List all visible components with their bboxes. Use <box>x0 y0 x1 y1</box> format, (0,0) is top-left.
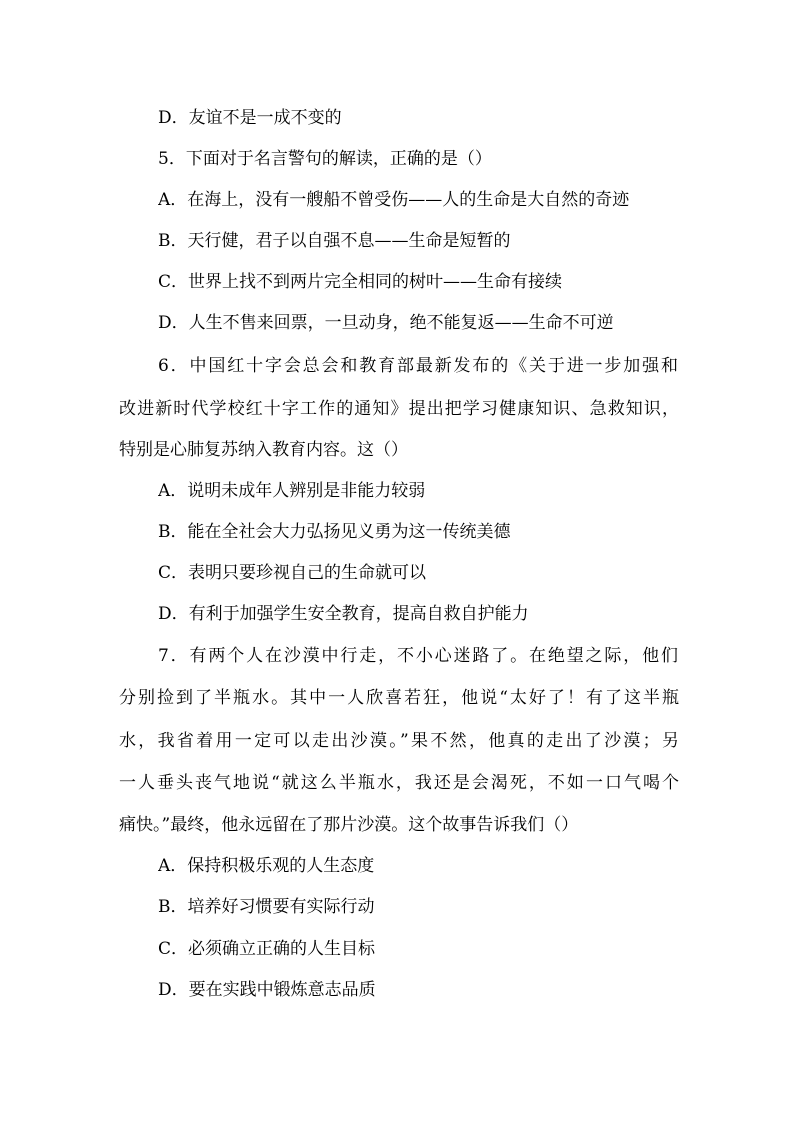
q5-option-b: B．天行健，君子以自强不息——生命是短暂的 <box>158 231 511 251</box>
q7-stem-line-1: 7．有两个人在沙漠中行走，不小心迷路了。在绝望之际，他们 <box>158 646 678 666</box>
q7-stem-line-3: 水，我省着用一定可以走出沙漠。”果不然，他真的走出了沙漠；另 <box>119 731 679 751</box>
q6-stem-line-2: 改进新时代学校红十字工作的通知》提出把学习健康知识、急救知识， <box>119 399 679 419</box>
q4-option-d: D．友谊不是一成不变的 <box>158 108 342 128</box>
q6-option-d: D．有利于加强学生安全教育，提高自救自护能力 <box>158 604 529 624</box>
q7-stem-line-5: 痛快。”最终，他永远留在了那片沙漠。这个故事告诉我们（） <box>119 815 579 835</box>
q5-option-a: A．在海上，没有一艘船不曾受伤——人的生命是大自然的奇迹 <box>158 190 630 210</box>
q6-option-b: B．能在全社会大力弘扬见义勇为这一传统美德 <box>158 522 511 542</box>
q7-stem-line-4: 一人垂头丧气地说“就这么半瓶水，我还是会渴死，不如一口气喝个 <box>119 773 679 793</box>
q5-option-d: D．人生不售来回票，一旦动身，绝不能复返——生命不可逆 <box>158 313 614 333</box>
q7-stem-line-2: 分别捡到了半瓶水。其中一人欣喜若狂，他说“太好了！有了这半瓶 <box>119 688 679 708</box>
q6-option-c: C．表明只要珍视自己的生命就可以 <box>158 563 427 583</box>
q5-option-c: C．世界上找不到两片完全相同的树叶——生命有接续 <box>158 272 563 292</box>
q6-stem-line-3: 特别是心肺复苏纳入教育内容。这（） <box>119 440 408 460</box>
q5-stem: 5．下面对于名言警句的解读，正确的是（） <box>158 149 492 169</box>
q7-option-b: B．培养好习惯要有实际行动 <box>158 897 375 917</box>
q7-option-a: A．保持积极乐观的人生态度 <box>158 856 375 876</box>
q6-stem-line-1: 6．中国红十字会总会和教育部最新发布的《关于进一步加强和 <box>158 356 678 376</box>
q7-option-d: D．要在实践中锻炼意志品质 <box>158 980 376 1000</box>
q6-option-a: A．说明未成年人辨别是非能力较弱 <box>158 481 426 501</box>
q7-option-c: C．必须确立正确的人生目标 <box>158 939 376 959</box>
